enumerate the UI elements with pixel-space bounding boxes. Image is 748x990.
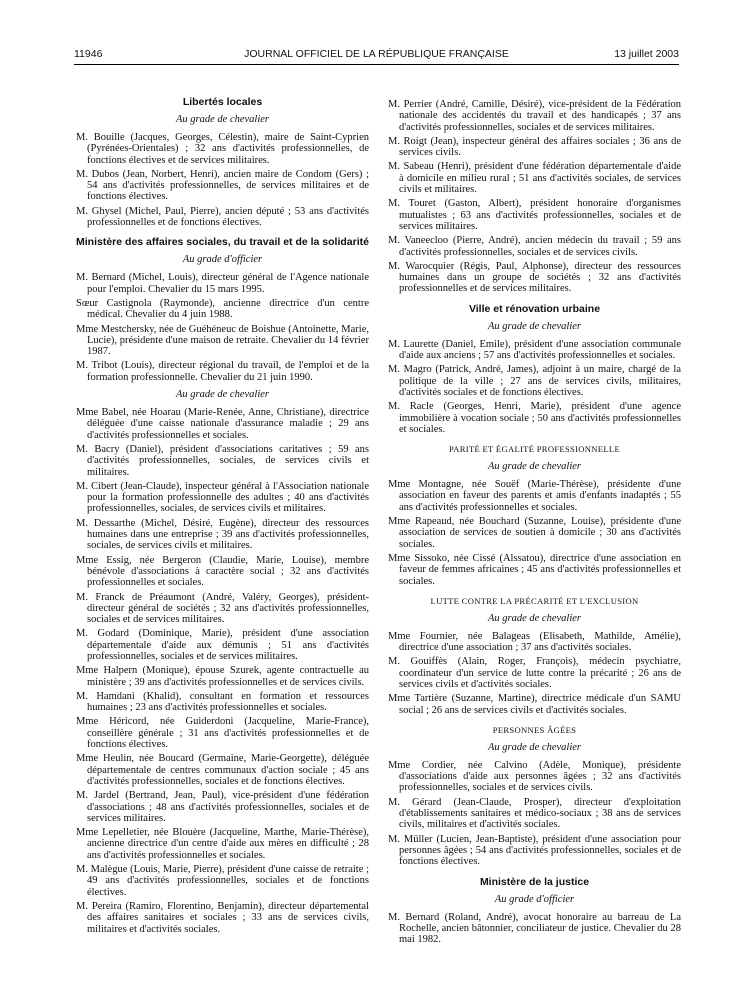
award-entry: M. Franck de Préaumont (André, Valéry, Georges), président-directeur général de sociétés ; 32 ans d'activités professionnelles, sociales et de services militaires. xyxy=(76,591,369,626)
grade-heading: Au grade de chevalier xyxy=(487,741,581,753)
award-entry: M. Bouille (Jacques, Georges, Célestin), maire de Saint-Cyprien (Pyrénées-Orientales) ; 32 ans d'activités professionnelles, de fonctions électives et de services militaires. xyxy=(76,132,369,166)
award-entry: M. Tribot (Louis), directeur régional du travail, de l'emploi et de la formation professionnelle. Chevalier du 21 juin 1990. xyxy=(76,360,369,383)
award-entry: M. Roigt (Jean), inspecteur général des affaires sociales ; 36 ans de services civils. xyxy=(388,135,681,159)
award-entry: Mme Mestchersky, née de Guéhéneuc de Boishue (Antoinette, Marie, Lucie), présidente d'une maison de retraite. Chevalier du 14 février 1987. xyxy=(76,323,369,358)
subsection-heading: LUTTE CONTRE LA PRÉCARITÉ ET L'EXCLUSION xyxy=(430,595,639,606)
section-heading: Libertés locales xyxy=(182,96,263,108)
award-entry: M. Gouiffès (Alain, Roger, François), médecin psychiatre, coordinateur d'un service de lutte contre la précarité ; 26 ans de services civils et d'activités sociales. xyxy=(388,656,681,690)
grade-heading: Au grade de chevalier xyxy=(175,389,269,401)
award-entry: M. Malègue (Louis, Marie, Pierre), président d'une caisse de retraite ; 49 ans d'activités professionnelles, sociales et de fonctions électives. xyxy=(76,864,369,898)
award-entry: M. Dubos (Jean, Norbert, Henri), ancien maire de Condom (Gers) ; 54 ans d'activités professionnelles, de services militaires et de fonctions électives. xyxy=(76,168,369,203)
section-heading: Ville et rénovation urbaine xyxy=(468,302,601,315)
section-heading: Ministère des affaires sociales, du travail et de la solidarité xyxy=(76,236,369,249)
award-entry: M. Warocquier (Régis, Paul, Alphonse), directeur des ressources humaines dans un groupe de sociétés ; 32 ans d'activités professionnelles et de services militaires. xyxy=(388,260,681,295)
award-entry: M. Gérard (Jean-Claude, Prosper), directeur d'exploitation d'établissements sanitaires et médico-sociaux ; 38 ans de services civils, militaires et d'activités sociales. xyxy=(388,796,681,831)
subsection-heading: PERSONNES ÂGÉES xyxy=(492,724,577,735)
award-entry: Mme Sissoko, née Cissé (Alssatou), directrice d'une association en faveur de femmes africaines ; 45 ans d'activités professionnelles et sociales. xyxy=(388,552,681,587)
right-column xyxy=(388,99,681,945)
award-entry: M. Cibert (Jean-Claude), inspecteur général à l'Association nationale pour la formation professionnelle des adultes ; 40 ans d'activités professionnelles, sociales, de services civils et militaires. xyxy=(76,480,369,515)
journal-title: JOURNAL OFFICIEL DE LA RÉPUBLIQUE FRANÇAISE xyxy=(244,48,509,60)
award-entry: Mme Lepelletier, née Blouère (Jacqueline, Marthe, Marie-Thérèse), ancienne directrice d'un centre d'aide aux mères en difficulté ; 28 ans d'activités professionnelles et sociales. xyxy=(76,827,369,861)
award-entry: Mme Heulin, née Boucard (Germaine, Marie-Georgette), déléguée départementale de centres communaux d'action sociale ; 45 ans d'activités professionnelles, sociales et de fonctions électives. xyxy=(76,753,369,787)
grade-heading: Au grade de chevalier xyxy=(487,320,581,332)
award-entry: M. Perrier (André, Camille, Désiré), vice-président de la Fédération nationale des accidentés du travail et des handicapés ; 37 ans d'activités professionnelles, sociales et de services militaires. xyxy=(388,99,681,133)
award-entry: M. Hamdani (Khalid), consultant en formation et ressources humaines ; 23 ans d'activités professionnelles et sociales. xyxy=(76,690,369,714)
award-entry: M. Bernard (Michel, Louis), directeur général de l'Agence nationale pour l'emploi. Chevalier du 15 mars 1995. xyxy=(76,272,369,295)
award-entry: Sœur Castignola (Raymonde), ancienne directrice d'un centre médical. Chevalier du 4 juin 1988. xyxy=(76,297,369,321)
award-entry: Mme Essig, née Bergeron (Claudie, Marie, Louise), membre bénévole d'associations à caractère social ; 32 ans d'activités professionnelles et sociales. xyxy=(76,554,369,589)
page-header xyxy=(74,48,679,64)
award-entry: Mme Héricord, née Guiderdoni (Jacqueline, Marie-France), conseillère générale ; 31 ans d'activités professionnelles et de fonctions électives. xyxy=(76,716,369,751)
issue-date: 13 juillet 2003 xyxy=(614,48,679,60)
award-entry: M. Godard (Dominique, Marie), président d'une association départementale d'aide aux démunis ; 51 ans d'activités professionnelles, sociales et de services militaires. xyxy=(76,628,369,662)
award-entry: Mme Rapeaud, née Bouchard (Suzanne, Louise), présidente d'une association de services de soutien à domicile ; 30 ans d'activités sociales. xyxy=(388,516,681,550)
award-entry: Mme Babel, née Hoarau (Marie-Renée, Anne, Christiane), directrice déléguée d'une caisse nationale d'assurance maladie ; 29 ans d'activités professionnelles et sociales. xyxy=(76,407,369,441)
page-number: 11946 xyxy=(74,48,103,60)
award-entry: Mme Cordier, née Calvino (Adèle, Monique), présidente d'associations d'aide aux personnes âgées ; 32 ans d'activités professionnelles, sociales et de services civils. xyxy=(388,759,681,794)
award-entry: M. Vaneecloo (Pierre, André), ancien médecin du travail ; 59 ans d'activités professionnelles, sociales et de services civils. xyxy=(388,235,681,258)
award-entry: M. Racle (Georges, Henri, Marie), président d'une agence immobilière à vocation sociale ; 50 ans d'activités professionnelles et sociales. xyxy=(388,401,681,435)
grade-heading: Au grade d'officier xyxy=(182,254,263,266)
left-column xyxy=(76,96,369,935)
subsection-heading: PARITÉ ET ÉGALITÉ PROFESSIONNELLE xyxy=(448,444,621,455)
grade-heading: Au grade de chevalier xyxy=(487,461,581,473)
award-entry: Mme Montagne, née Souëf (Marie-Thérèse), présidente d'une association en faveur des parents et amis d'enfants inadaptés ; 55 ans d'activités professionnelles et sociales. xyxy=(388,479,681,513)
award-entry: M. Bernard (Roland, André), avocat honoraire au barreau de La Rochelle, ancien bâtonnier, conciliateur de justice. Chevalier du 28 mai 1982. xyxy=(388,911,681,946)
award-entry: M. Pereira (Ramiro, Florentino, Benjamin), directeur départemental des affaires sanitaires et sociales ; 33 ans de services civils, militaires et d'activités sociales. xyxy=(76,900,369,935)
award-entry: M. Magro (Patrick, André, James), adjoint à un maire, chargé de la politique de la ville ; 27 ans de services civils, militaires, d'activités sociales et de fonctions électives. xyxy=(388,364,681,398)
award-entry: Mme Tartière (Suzanne, Martine), directrice médicale d'un SAMU social ; 26 ans de services civils et d'activités sociales. xyxy=(388,693,681,716)
award-entry: M. Dessarthe (Michel, Désiré, Eugène), directeur des ressources humaines dans une entreprise ; 39 ans d'activités professionnelles, sociales, de services civils et militaires. xyxy=(76,517,369,552)
award-entry: M. Ghysel (Michel, Paul, Pierre), ancien député ; 53 ans d'activités professionnelles et de fonctions électives. xyxy=(76,205,369,229)
award-entry: M. Touret (Gaston, Albert), président honoraire d'organismes mutualistes ; 63 ans d'activités professionnelles, sociales et de services militaires. xyxy=(388,198,681,232)
section-heading: Ministère de la justice xyxy=(479,875,590,888)
award-entry: Mme Fournier, née Balageas (Elisabeth, Mathilde, Amélie), directrice d'une association ; 37 ans d'activités sociales. xyxy=(388,630,681,654)
grade-heading: Au grade de chevalier xyxy=(487,612,581,624)
award-entry: Mme Halpern (Monique), épouse Szurek, agente contractuelle au ministère ; 39 ans d'activités professionnelles et de services civils. xyxy=(76,665,369,688)
award-entry: M. Sabeau (Henri), président d'une fédération départementale d'aide à domicile en milieu rural ; 51 ans d'activités sociales, de services civils et militaires. xyxy=(388,161,681,196)
grade-heading: Au grade d'officier xyxy=(494,893,575,905)
header-rule xyxy=(74,64,679,65)
grade-heading: Au grade de chevalier xyxy=(175,114,269,125)
award-entry: M. Jardel (Bertrand, Jean, Paul), vice-président d'une fédération d'associations ; 48 ans d'activités professionnelles, sociales et de services militaires. xyxy=(76,790,369,824)
award-entry: M. Bacry (Daniel), président d'associations caritatives ; 59 ans d'activités professionnelles, sociales, de services civils et militaires. xyxy=(76,443,369,478)
award-entry: M. Müller (Lucien, Jean-Baptiste), président d'une association pour personnes âgées ; 54 ans d'activités professionnelles, sociales et de fonctions électives. xyxy=(388,833,681,868)
award-entry: M. Laurette (Daniel, Emile), président d'une association communale d'aide aux anciens ; 57 ans d'activités professionnelles et sociales. xyxy=(388,338,681,362)
